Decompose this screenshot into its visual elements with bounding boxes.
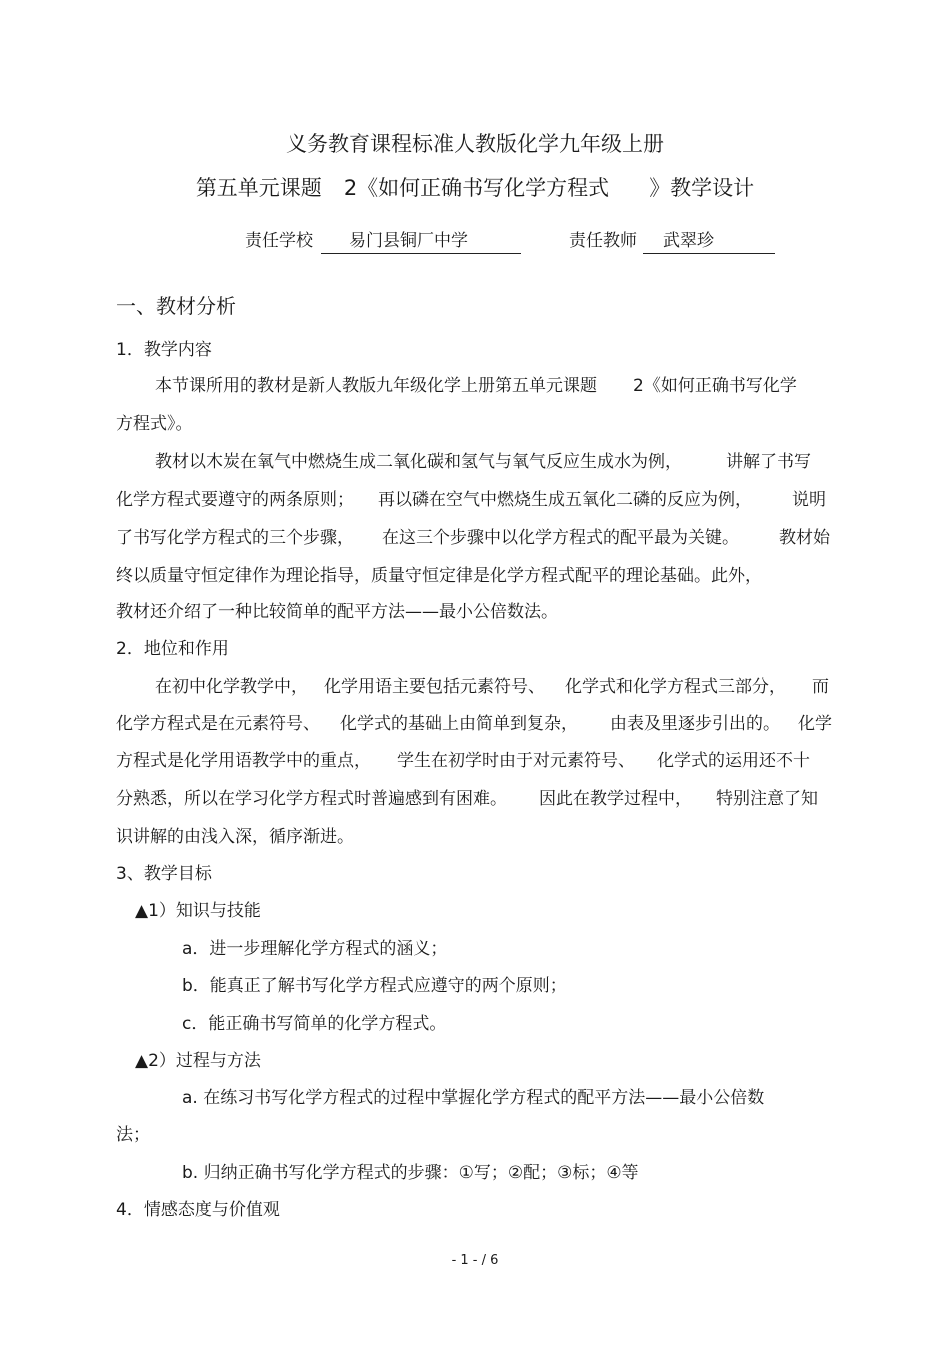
text-span: 由表及里逐步引出的。 [610,714,780,734]
paragraph-line: 教材还介绍了一种比较简单的配平方法——最小公倍数法。 [116,602,558,622]
text-span: 化学方程式是在元素符号、 [116,714,320,734]
subheading-teaching-goals: 3、教学目标 [116,864,212,884]
text-span: 而 [812,677,829,697]
list-item: c．能正确书写简单的化学方程式。 [182,1014,447,1034]
document-title-line2 [0,174,950,202]
text-span: 特别注意了知 [716,789,818,809]
school-value: 易门县铜厂中学 [321,230,521,254]
paragraph-line [116,489,826,511]
goal-heading-process-method: ▲2）过程与方法 [135,1051,261,1071]
list-item: b．能真正了解书写化学方程式应遵守的两个原则； [182,976,567,996]
text-span: 方程式是化学用语教学中的重点， [116,751,371,771]
text-span: 化学方程式要遵守的两条原则； [116,490,354,510]
paragraph-line: 识讲解的由浅入深，循序渐进。 [116,827,354,847]
paragraph-line: 方程式》。 [116,414,193,434]
text-span: 讲解了书写 [726,452,811,472]
text-span: 再以磷在空气中燃烧生成五氧化二磷的反应为例， [378,490,752,510]
text-span: 化学式和化学方程式三部分， [565,677,786,697]
paragraph-line [116,713,832,735]
text-span: 学生在初学时由于对元素符号、 [397,751,635,771]
text-span: 本节课所用的教材是新人教版九年级化学上册第五单元课题 [155,376,597,396]
subheading-teaching-content: 1．教学内容 [116,340,212,360]
paragraph-line [155,676,829,698]
title-topic: 2《如何正确书写化学方程式 [343,176,610,200]
list-item: a. 在练习书写化学方程式的过程中掌握化学方程式的配平方法——最小公倍数 [182,1088,765,1108]
text-span: 化学用语主要包括元素符号、 [324,677,545,697]
paragraph-line [116,788,818,810]
subheading-emotion-values: 4．情感态度与价值观 [116,1200,280,1220]
text-span: 化学 [798,714,832,734]
subheading-position-role: 2．地位和作用 [116,639,229,659]
list-item: b. 归纳正确书写化学方程式的步骤：①写；②配；③标；④等 [182,1163,639,1183]
text-span: 化学式的基础上由简单到复杂， [340,714,578,734]
teacher-label: 责任教师 [569,231,637,251]
text-span: 教材以木炭在氧气中燃烧生成二氧化碳和氢气与氧气反应生成水为例， [155,452,682,472]
text-span: 在这三个步骤中以化学方程式的配平最为关键。 [382,528,739,548]
document-title-line1: 义务教育课程标准人教版化学九年级上册 [286,132,664,156]
title-unit: 第五单元课题 [195,176,322,200]
paragraph-line [116,750,810,772]
text-span: 分熟悉，所以在学习化学方程式时普遍感到有困难。 [116,789,507,809]
section-heading-textbook-analysis: 一、教材分析 [116,294,236,318]
text-span: 2《如何正确书写化学 [633,376,797,396]
paragraph-line [155,451,811,473]
author-line [245,230,775,254]
paragraph-line: 终以质量守恒定律作为理论指导，质量守恒定律是化学方程式配平的理论基础。此外， [116,566,762,586]
text-span: 了书写化学方程式的三个步骤， [116,528,354,548]
text-span: 因此在教学过程中， [539,789,692,809]
list-item: a．进一步理解化学方程式的涵义； [182,939,448,959]
teacher-value: 武翠珍 [643,230,775,254]
title-suffix: 》教学设计 [649,176,755,200]
text-span: 在初中化学教学中， [155,677,308,697]
text-span: 化学式的运用还不十 [657,751,810,771]
text-span: 教材始 [779,528,830,548]
school-label: 责任学校 [245,231,313,251]
goal-heading-knowledge-skills: ▲1）知识与技能 [135,901,261,921]
page-number: - 1 - / 6 [451,1253,499,1268]
paragraph-line [155,375,797,397]
paragraph-line [116,527,830,549]
list-item-continuation: 法； [116,1125,150,1145]
text-span: 说明 [792,490,826,510]
